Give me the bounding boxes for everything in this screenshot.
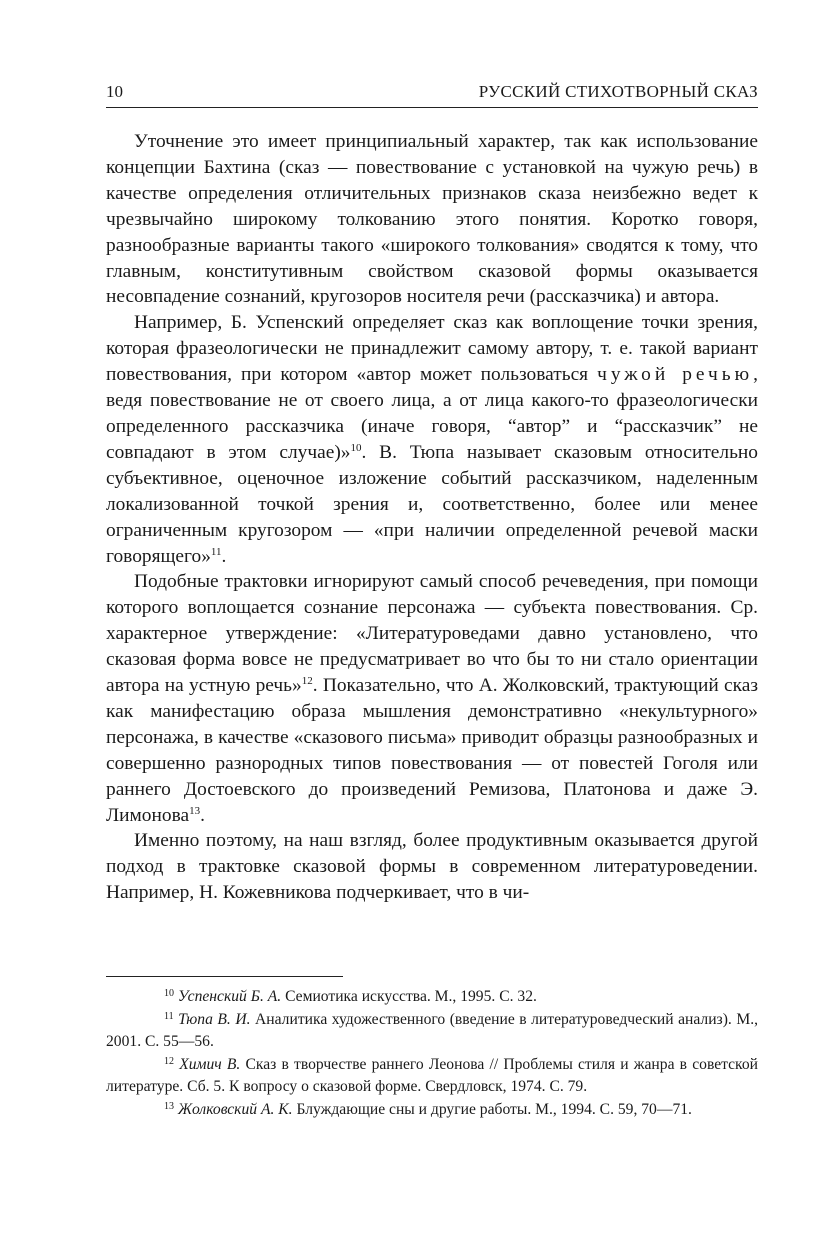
footnote-12 — [106, 1054, 758, 1099]
footnote-rule — [106, 976, 343, 977]
paragraph-3-part-c: . — [200, 804, 205, 826]
footnote-author: Тюпа В. И. — [178, 1010, 251, 1028]
paragraph-4: Именно поэтому, на наш взгляд, более продуктивным оказывается другой подход в трактовке сказовой формы в современном литературоведении. Например, Н. Кожевникова подчеркивает, что в чи- — [106, 830, 758, 904]
running-head — [106, 80, 758, 106]
main-text — [106, 129, 758, 906]
footnote-author: Жолковский А. К. — [177, 1100, 293, 1118]
paragraph-3-part-a: Подобные трактовки игнорируют самый способ речеведения, при помощи которого воплощается сознание персонажа — субъекта повествования. Ср. характерное утверждение: «Литературоведами давно установлено, что сказовая форма вовсе не предусматривает во что бы то ни стало ориентации автора на устную речь» — [106, 571, 758, 697]
footnote-number: 13 — [164, 1100, 174, 1112]
footnote-text: Блуждающие сны и другие работы. М., 1994. С. 59, 70—71. — [292, 1100, 692, 1118]
footnotes — [106, 986, 758, 1121]
footnote-ref-10[interactable]: 10 — [350, 441, 362, 454]
footnote-text: Сказ в творчестве раннего Леонова // Проблемы стиля и жанра в советской литературе. Сб. 5. К вопросу о сказовой форме. Свердловск, 1974. С. 79. — [106, 1055, 758, 1095]
paragraph-3-part-b: . Показательно, что А. Жолковский, трактующий сказ как манифестацию образа мышления демонстративно «некультурного» персонажа, в качестве «сказового письма» приводит образцы разнообразных и совершенно разнородных типов повествования — от повестей Гоголя или раннего Достоевского до произведений Ремизова, Платонова и даже Э. Лимонова — [106, 675, 758, 826]
footnote-text: Семиотика искусства. М., 1995. С. 32. — [281, 988, 537, 1005]
footnote-11 — [106, 1009, 758, 1054]
paragraph-2-part-c: . В. Тюпа называет сказовым относительно субъективное, оценочное изложение событий рассказчиком, наделенным локализованной точкой зрения и, соответственно, более или менее ограниченным кругозором — «при наличии определенной речевой маски говорящего» — [106, 441, 758, 567]
footnote-ref-12[interactable]: 12 — [301, 675, 313, 688]
footnote-author: Успенский Б. А. — [177, 988, 282, 1005]
footnote-number: 11 — [164, 1010, 174, 1022]
paragraph-2 — [106, 310, 758, 569]
paragraph-3 — [106, 569, 758, 828]
footnote-10 — [106, 986, 758, 1009]
footnote-ref-11[interactable]: 11 — [210, 545, 222, 558]
spaced-emphasis: чужой речью — [597, 364, 754, 386]
paragraph-2-part-d: . — [221, 545, 227, 567]
page-number: 10 — [106, 82, 123, 101]
footnote-ref-13[interactable]: 13 — [189, 804, 201, 817]
header-rule — [106, 107, 758, 108]
footnote-author: Химич В. — [179, 1055, 241, 1073]
paragraph-2-part-a: Например, Б. Успенский определяет сказ как воплощение точки зрения, которая фразеологически не принадлежит самому автору, т. е. такой вариант повествования, при котором «автор может пользоваться — [106, 312, 758, 386]
footnote-number: 12 — [164, 1055, 174, 1067]
footnote-13 — [106, 1099, 758, 1122]
paragraph-1: Уточнение это имеет принципиальный характер, так как использование концепции Бахтина (сказ — повествование с установкой на чужую речь) в качестве определения отличительных признаков сказа неизбежно ведет к чрезвычайно широкому толкованию этого понятия. Коротко говоря, разнообразные варианты такого «широкого толкования» сводятся к тому, что главным, конститутивным свойством сказовой формы оказывается несовпадение сознаний, кругозоров носителя речи (рассказчика) и автора. — [106, 131, 758, 308]
running-title: РУССКИЙ СТИХОТВОРНЫЙ СКАЗ — [478, 82, 758, 101]
footnote-text: Аналитика художественного (введение в литературоведческий анализ). М., 2001. С. 55—56. — [106, 1010, 758, 1050]
footnote-number: 10 — [164, 988, 174, 999]
paragraph-2-part-b: , ведя повествование не от своего лица, а от лица какого-то фразеологически определенного рассказчика (иначе говоря, “автор” и “рассказчик” не совпадают в этом случае)» — [106, 364, 758, 463]
